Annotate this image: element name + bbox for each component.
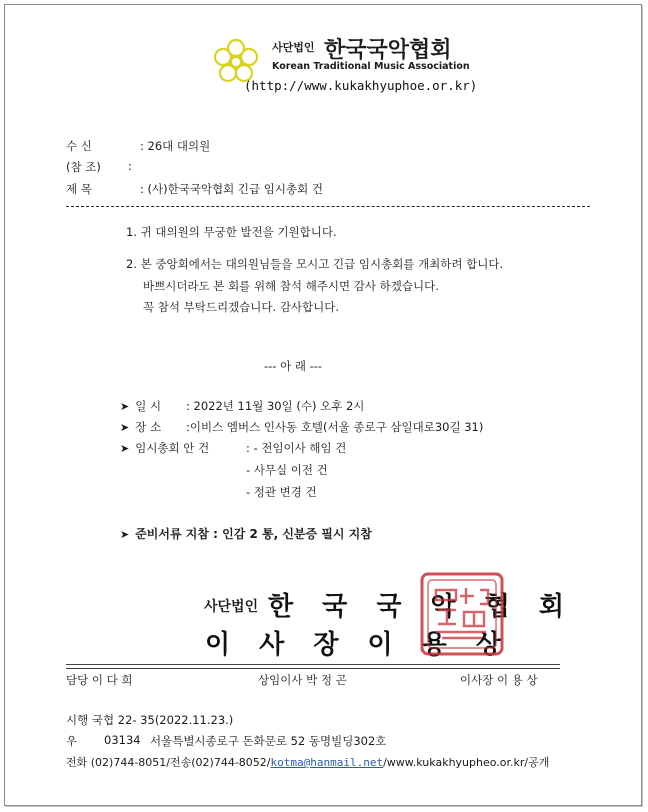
arrow-icon: ➤ [120,421,130,434]
phone-fax: 전화 (02)744-8051/전송(02)744-8052/ [66,756,271,769]
org-url: (http://www.kukakhyuphoe.or.kr) [244,78,478,93]
agenda-label: 임시총회 안 건 [135,441,210,455]
agenda-item: - 정관 변경 건 [246,485,317,499]
detail-agenda [120,440,209,456]
org-english-name: Korean Traditional Music Association [272,61,470,72]
org-prefix: 사단법인 [272,41,315,54]
paragraph-2-line-3: 꼭 참석 부탁드리겠습니다. 감사합니다. [143,300,340,314]
arrow-icon: ➤ [120,442,130,455]
ref-value: : [128,159,132,173]
required-documents [120,525,372,542]
contact-line [66,754,549,770]
separator-double [66,664,560,669]
place-value: :이비스 엠버스 인사동 호텔(서울 종로구 삼일대로30길 31) [186,420,484,434]
detail-date [120,398,161,414]
arrow-icon: ➤ [120,528,130,541]
paragraph-1: 1. 귀 대의원의 무궁한 발전을 기원합니다. [126,225,337,239]
postal-label: 우 [66,734,78,748]
signature-org: 한 국 국 악 협 회 [268,592,574,622]
agenda-item: : - 전임이사 해임 건 [246,441,347,455]
signature-prefix: 사단법인 [204,599,259,615]
address: 서울특별시종로구 돈화문로 52 동명빌딩302호 [150,734,387,748]
required-text: 준비서류 지참 : 인감 2 통, 신분증 필시 지참 [135,527,372,541]
separator-dashed [66,206,590,207]
detail-place [120,419,161,435]
date-value: : 2022년 11월 30일 (수) 오후 2시 [186,399,365,413]
arrow-icon: ➤ [120,400,130,413]
signature-title-name: 이 사 장 이 용 상 [205,630,511,660]
to-value: : 26대 대의원 [140,139,211,153]
doc-number: 시행 국협 22- 35(2022.11.23.) [66,713,234,727]
date-label: 일 시 [135,399,162,413]
email-link[interactable]: kotma@hanmail.net [270,756,384,769]
ref-label: (참 조) [66,160,101,174]
agenda-item: - 사무실 이전 건 [246,463,328,477]
subject-label: 제 목 [66,182,92,196]
paragraph-2-line-1: 2. 본 중앙회에서는 대의원님들을 모시고 긴급 임시총회를 개최하려 합니다. [126,257,504,271]
approval-chair: 이사장 이 용 상 [460,673,538,687]
subject-value: : (사)한국국악협회 긴급 임시총회 건 [140,182,323,196]
org-name: 한국국악협회 [324,38,452,63]
place-label: 장 소 [135,420,162,434]
below-heading: --- 아 래 --- [264,359,323,373]
approval-staff: 담당 이 다 희 [66,673,133,687]
approval-director: 상임이사 박 정 곤 [258,673,347,687]
to-label: 수 신 [66,139,92,153]
official-seal [418,570,506,658]
website-suffix: /www.kukakhyupheo.or.kr/공개 [383,756,550,769]
paragraph-2-line-2: 바쁘시더라도 본 회를 위해 참석 해주시면 감사 하겠습니다. [143,279,439,293]
postal-code: 03134 [104,733,141,747]
